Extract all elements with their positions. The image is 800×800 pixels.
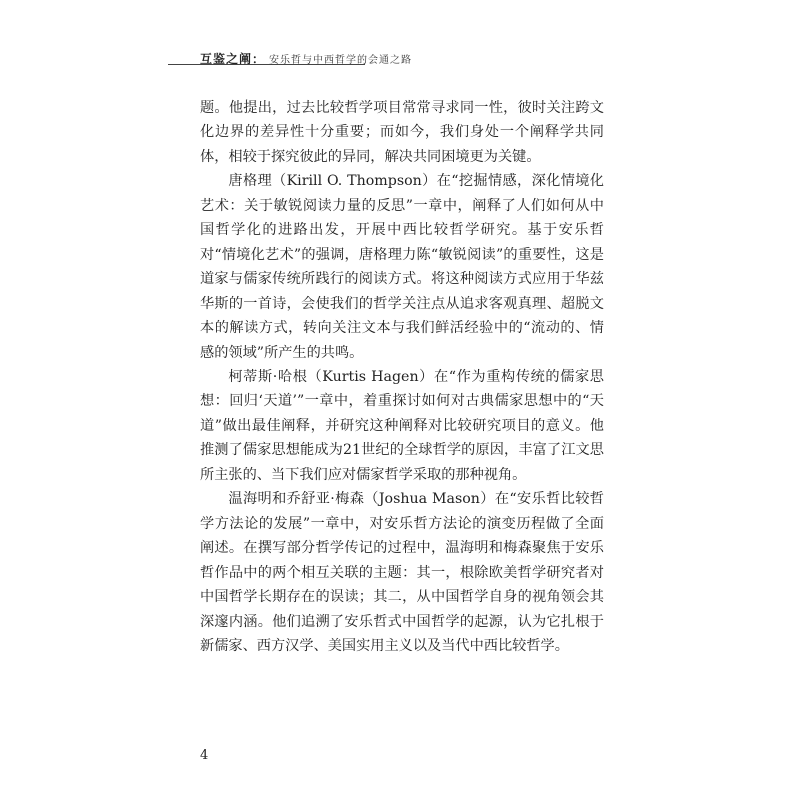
- book-subtitle: 安乐哲与中西哲学的会通之路: [269, 55, 413, 66]
- paragraph-wen-mason: 温海明和乔舒亚·梅森（Joshua Mason）在“安乐哲比较哲学方法论的发展”一章中，对安乐哲方法论的演变历程做了全面阐述。在撰写部分哲学传记的过程中，温海明和梅森聚焦于安乐哲作品中的两个相互关联的主题：其一，根除欧美哲学研究者对中国哲学长期存在的误读；其二，从中国哲学自身的视角领会其深邃内涵。他们追溯了安乐哲式中国哲学的起源，认为它扎根于新儒家、西方汉学、美国实用主义以及当代中西比较哲学。: [200, 491, 604, 654]
- body-text: [200, 96, 604, 658]
- book-title: 互鉴之阐：: [200, 52, 266, 66]
- paragraph-hagen: 柯蒂斯·哈根（Kurtis Hagen）在“作为重构传统的儒家思想：回归‘天道’”一章中，着重探讨如何对古典儒家思想中的“天道”做出最佳阐释，并研究这种阐释对比较研究项目的意义。他推测了儒家思想能成为21世纪的全球哲学的原因，丰富了江文思所主张的、当下我们应对儒家哲学采取的那种视角。: [200, 368, 604, 483]
- paragraph-continued: 题。他提出，过去比较哲学项目常常寻求同一性，彼时关注跨文化边界的差异性十分重要；而如今，我们身处一个阐释学共同体，相较于探究彼此的异同，解决共同困境更为关键。: [200, 100, 604, 165]
- page-number: 4: [200, 748, 209, 763]
- header-rule: [168, 64, 365, 65]
- paragraph-thompson: 唐格理（Kirill O. Thompson）在“挖掘情感，深化情境化艺术：关于敏锐阅读力量的反思”一章中，阐释了人们如何从中国哲学化的进路出发，开展中西比较哲学研究。基于安乐哲对“情境化艺术”的强调，唐格理力陈“敏锐阅读”的重要性，这是道家与儒家传统所践行的阅读方式。将这种阅读方式应用于华兹华斯的一首诗，会使我们的哲学关注点从追求客观真理、超脱文本的解读方式，转向关注文本与我们鲜活经验中的“流动的、情感的领域”所产生的共鸣。: [200, 173, 604, 361]
